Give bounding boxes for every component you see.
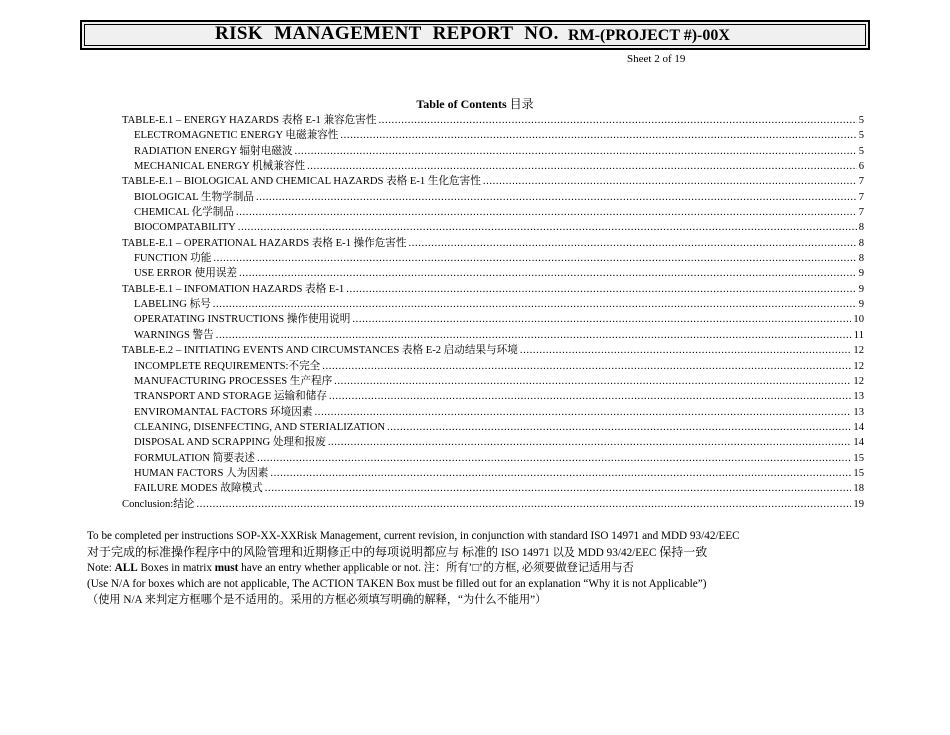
toc-entry-page: 5 — [858, 130, 864, 142]
toc-entry-page: 8 — [858, 237, 864, 249]
note-line-instructions-cn — [87, 544, 887, 560]
toc-entry[interactable] — [122, 451, 864, 466]
toc-dot-leader — [216, 328, 852, 343]
report-number: RM-(PROJECT #)-00X — [568, 27, 730, 44]
toc-entry[interactable] — [122, 389, 864, 404]
report-header — [80, 20, 870, 50]
toc-entry-label: ELECTROMAGNETIC ENERGY 电磁兼容性 — [134, 130, 339, 142]
toc-entry-page: 8 — [858, 222, 864, 234]
note-cn-part1: 对于完成的标准操作程序中的风险管理和近期修正中的每项说明都应与 标准的 — [87, 545, 502, 559]
toc-entry[interactable] — [122, 312, 864, 327]
toc-entry-label: TRANSPORT AND STORAGE 运输和储存 — [134, 391, 327, 403]
toc-entry-page: 12 — [853, 345, 864, 357]
toc-title-cn: 目录 — [506, 97, 534, 111]
toc-entry-label: HUMAN FACTORS 人为因素 — [134, 467, 269, 479]
note-line-all-boxes — [87, 560, 887, 576]
toc-entry-label: ENVIROMANTAL FACTORS 环境因素 — [134, 406, 313, 418]
toc-dot-leader — [236, 205, 857, 220]
note-boxes-text: Boxes in matrix — [137, 562, 215, 574]
note-all-bold: ALL — [114, 562, 138, 574]
toc-dot-leader — [256, 190, 857, 205]
toc-dot-leader — [340, 128, 856, 143]
toc-entry-label: TABLE-E.1 – ENERGY HAZARDS 表格 E-1 兼容危害性 — [122, 115, 377, 126]
toc-entry-page: 11 — [853, 329, 864, 341]
toc-entry-page: 5 — [858, 115, 864, 126]
toc-entry-label: CLEANING, DISENFECTING, AND STERIALIZATION — [134, 421, 385, 433]
note-line-instructions-en: To be completed per instructions SOP-XX-XXRisk Management, current revision, in conjunction with standard ISO 14971 and MDD 93/42/EEC — [87, 530, 740, 542]
toc-dot-leader — [265, 481, 852, 496]
toc-dot-leader — [257, 451, 851, 466]
toc-entry[interactable] — [122, 251, 864, 266]
sheet-number: Sheet 2 of 19 — [627, 53, 686, 65]
toc-dot-leader — [196, 497, 851, 512]
toc-title-en: Table of Contents — [416, 97, 507, 111]
toc-entry-page: 12 — [853, 375, 864, 387]
toc-dot-leader — [378, 113, 856, 128]
toc-entry[interactable] — [122, 420, 864, 435]
toc-entry-label: LABELING 标号 — [134, 299, 211, 311]
toc-entry-label: TABLE-E.1 – OPERATIONAL HAZARDS 表格 E-1 操作危害性 — [122, 237, 407, 249]
note-cn-part2: ISO 14971 以及 MDD 93/42/EEC — [501, 547, 660, 559]
toc-entry-page: 14 — [853, 421, 864, 433]
toc-dot-leader — [314, 405, 851, 420]
toc-entry-page: 10 — [853, 314, 864, 326]
toc-dot-leader — [352, 312, 851, 327]
toc-entry-page: 15 — [853, 467, 864, 479]
toc-dot-leader — [387, 420, 851, 435]
toc-entry-label: CHEMICAL 化学制品 — [134, 207, 234, 219]
toc-entry-page: 12 — [853, 360, 864, 372]
toc-entry-page: 9 — [858, 299, 864, 311]
toc-entry[interactable] — [122, 328, 864, 343]
toc-entry-page: 7 — [858, 207, 864, 219]
toc-dot-leader — [329, 389, 851, 404]
toc-entry-page: 13 — [853, 406, 864, 418]
toc-dot-leader — [346, 282, 857, 297]
note-cn-part3: 保持一致 — [659, 545, 708, 559]
toc-entry-label: RADIATION ENERGY 辐射电磁波 — [134, 145, 293, 157]
toc-entry[interactable] — [122, 128, 864, 143]
toc-entry[interactable] — [122, 236, 864, 251]
toc-entry-page: 5 — [858, 145, 864, 157]
toc-dot-leader — [238, 220, 857, 235]
toc-entry-label: OPERATATING INSTRUCTIONS 操作使用说明 — [134, 314, 351, 326]
toc-entry-label: TABLE-E.1 – BIOLOGICAL AND CHEMICAL HAZARDS 表格 E-1 生化危害性 — [122, 176, 481, 188]
table-of-contents — [122, 113, 864, 512]
toc-dot-leader — [328, 435, 852, 450]
note-rest-text: have an entry whether applicable or not. 注：所有’□’的方框, 必须要做登记适用与否 — [238, 562, 634, 574]
toc-entry-label: BIOLOGICAL 生物学制品 — [134, 191, 254, 203]
toc-entry[interactable] — [122, 113, 864, 128]
toc-entry-label: FUNCTION 功能 — [134, 253, 212, 265]
toc-entry-label: TABLE-E.1 – INFOMATION HAZARDS 表格 E-1 — [122, 283, 345, 295]
instructions-notes — [87, 528, 887, 608]
toc-dot-leader — [483, 174, 857, 189]
toc-entry-page: 8 — [858, 253, 864, 265]
toc-entry[interactable] — [122, 297, 864, 312]
toc-entry-page: 15 — [853, 452, 864, 464]
toc-entry-label: Conclusion:结论 — [122, 498, 195, 510]
note-prefix: Note: — [87, 562, 115, 574]
toc-entry-label: USE ERROR 使用误差 — [134, 268, 238, 280]
toc-dot-leader — [322, 359, 851, 374]
toc-dot-leader — [213, 297, 857, 312]
toc-entry-page: 9 — [858, 268, 864, 280]
toc-entry-page: 14 — [853, 437, 864, 449]
toc-entry[interactable] — [122, 359, 864, 374]
toc-dot-leader — [334, 374, 851, 389]
toc-entry-label: DISPOSAL AND SCRAPPING 处理和报废 — [134, 437, 326, 449]
note-must-bold: must — [214, 562, 239, 574]
toc-entry-page: 7 — [858, 191, 864, 203]
toc-entry[interactable] — [122, 220, 864, 235]
toc-entry-label: FAILURE MODES 故障模式 — [134, 483, 263, 495]
toc-dot-leader — [295, 144, 857, 159]
toc-dot-leader — [307, 159, 857, 174]
report-title: RISK MANAGEMENT REPORT NO. — [215, 23, 559, 44]
toc-entry-page: 18 — [853, 483, 864, 495]
toc-entry[interactable] — [122, 343, 864, 358]
toc-entry[interactable] — [122, 282, 864, 297]
toc-entry[interactable] — [122, 466, 864, 481]
toc-entry[interactable] — [122, 190, 864, 205]
toc-dot-leader — [270, 466, 851, 481]
toc-entry[interactable] — [122, 144, 864, 159]
toc-entry[interactable] — [122, 205, 864, 220]
toc-entry[interactable] — [122, 159, 864, 174]
toc-entry-page: 19 — [853, 498, 864, 510]
toc-entry[interactable] — [122, 174, 864, 189]
toc-entry[interactable] — [122, 405, 864, 420]
toc-entry-page: 13 — [853, 391, 864, 403]
toc-entry-label: BIOCOMPATABILITY — [134, 222, 236, 234]
toc-entry-label: FORMULATION 简要表述 — [134, 452, 255, 464]
toc-entry-page: 6 — [858, 161, 864, 173]
toc-entry-label: TABLE-E.2 – INITIATING EVENTS AND CIRCUMSTANCES 表格 E-2 启动结果与环境 — [122, 345, 518, 357]
toc-dot-leader — [520, 343, 852, 358]
toc-entry[interactable] — [122, 481, 864, 496]
toc-entry-label: MANUFACTURING PROCESSES 生产程序 — [134, 375, 333, 387]
toc-entry-page: 9 — [858, 283, 864, 295]
toc-entry[interactable] — [122, 266, 864, 281]
toc-dot-leader — [213, 251, 856, 266]
toc-dot-leader — [408, 236, 856, 251]
toc-entry-label: INCOMPLETE REQUIREMENTS:不完全 — [134, 360, 321, 372]
toc-entry-label: WARNINGS 警告 — [134, 329, 214, 341]
toc-entry[interactable] — [122, 374, 864, 389]
toc-entry-page: 7 — [858, 176, 864, 188]
toc-entry[interactable] — [122, 435, 864, 450]
toc-entry-label: MECHANICAL ENERGY 机械兼容性 — [134, 161, 306, 173]
toc-title — [0, 95, 950, 112]
toc-dot-leader — [239, 266, 857, 281]
toc-entry[interactable] — [122, 497, 864, 512]
note-line-na-cn: （使用 N/A 来判定方框哪个是不适用的。采用的方框必须填写明确的解释，“为什么不能用”） — [87, 594, 547, 606]
note-line-na-en: (Use N/A for boxes which are not applicable, The ACTION TAKEN Box must be filled out for an explanation “Why it is not Applicable”) — [87, 578, 707, 590]
